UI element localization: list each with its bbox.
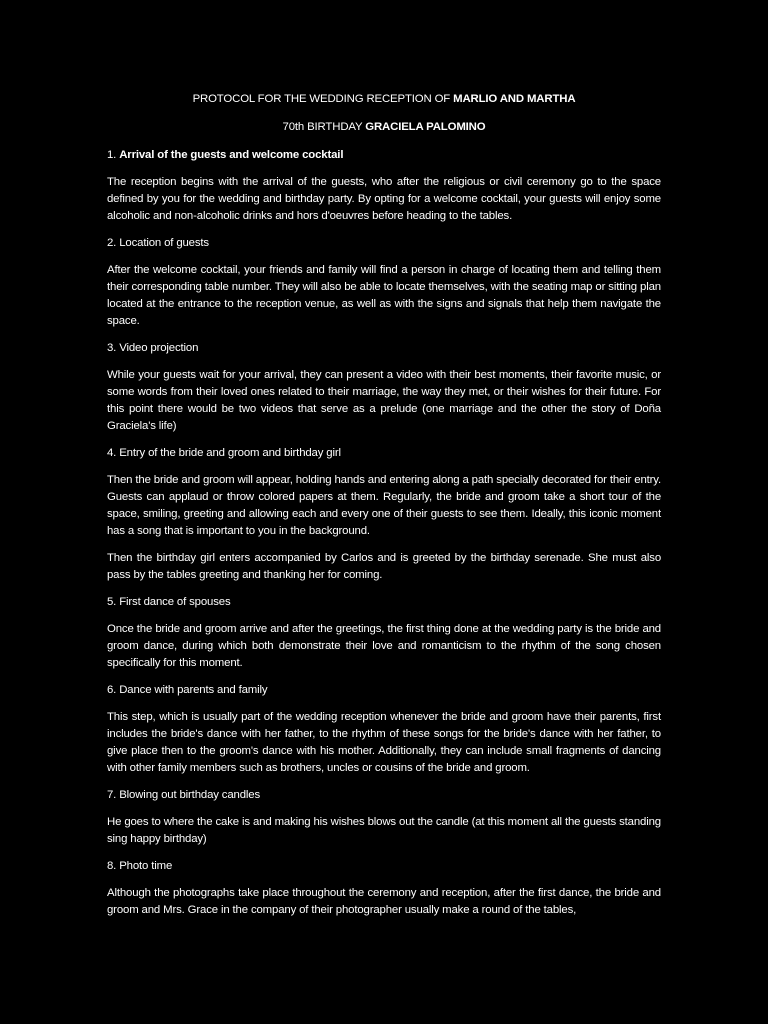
section-heading: [107, 787, 661, 804]
section-title: Video projection: [119, 342, 199, 354]
section-paragraph: Then the bride and groom will appear, holding hands and entering along a path specially decorated for their entry. Guests can applaud or throw colored papers at them. Regularly, the bride and groom take a short tour of the space, smiling, greeting and allowing each and every one of their guests to see them. Ideally, this iconic moment has a song that is important to you in the background.: [107, 474, 661, 537]
section-title: First dance of spouses: [119, 596, 231, 608]
section-number: 6.: [107, 684, 120, 696]
section-number: 5.: [107, 596, 120, 608]
document-page: [107, 91, 661, 929]
section-heading: [107, 445, 661, 462]
section-paragraph: He goes to where the cake is and making his wishes blows out the candle (at this moment all the guests standing sing happy birthday): [107, 816, 661, 845]
section-paragraph: Once the bride and groom arrive and after the greetings, the first thing done at the wedding party is the bride and groom dance, during which both demonstrate their love and romanticism to the rhythm of the song chosen specifically for this moment.: [107, 623, 661, 669]
section-heading: [107, 594, 661, 611]
section-title: Blowing out birthday candles: [119, 789, 261, 801]
section-number: 3.: [107, 342, 120, 354]
title-couple-names: MARLIO AND MARTHA: [453, 93, 576, 105]
section-number: 2.: [107, 237, 120, 249]
section-paragraph: While your guests wait for your arrival, they can present a video with their best moments, their favorite music, or some words from their loved ones related to their marriage, the way they met, or their wishes for their future. For this point there would be two videos that serve as a prelude (one marriage and the other the story of Doña Graciela's life): [107, 369, 661, 432]
section-title: Photo time: [119, 860, 173, 872]
section-heading: [107, 147, 661, 164]
section-paragraph: After the welcome cocktail, your friends and family will find a person in charge of locating them and telling them their corresponding table number. They will also be able to locate themselves, with the seating map or sitting plan located at the entrance to the reception venue, as well as with the signs and signals that help them navigate the space.: [107, 264, 661, 327]
section-title: Entry of the bride and groom and birthday girl: [119, 447, 341, 459]
section-number: 4.: [107, 447, 120, 459]
title-birthday-name: GRACIELA PALOMINO: [365, 121, 486, 133]
section-title: Arrival of the guests and welcome cocktail: [119, 149, 344, 161]
section-heading: [107, 340, 661, 357]
section-paragraph: Although the photographs take place throughout the ceremony and reception, after the first dance, the bride and groom and Mrs. Grace in the company of their photographer usually make a round of the tables,: [107, 887, 661, 916]
section-paragraph: Then the birthday girl enters accompanied by Carlos and is greeted by the birthday serenade. She must also pass by the tables greeting and thanking her for coming.: [107, 552, 661, 581]
section-paragraph: The reception begins with the arrival of the guests, who after the religious or civil ceremony go to the space defined by you for the wedding and birthday party. By opting for a welcome cocktail, your guests will enjoy some alcoholic and non-alcoholic drinks and hors d'oeuvres before heading to the tables.: [107, 176, 661, 222]
section-title: Location of guests: [119, 237, 209, 249]
document-title: [107, 91, 661, 108]
section-number: 8.: [107, 860, 120, 872]
section-heading: [107, 235, 661, 252]
section-title: Dance with parents and family: [119, 684, 268, 696]
section-paragraph: This step, which is usually part of the wedding reception whenever the bride and groom have their parents, first includes the bride's dance with her father, to the rhythm of these songs for the bride's dance with her father, to give place then to the groom's dance with his mother. Additionally, they can include small fragments of dancing with other family members such as brothers, uncles or cousins of the bride and groom.: [107, 711, 661, 774]
section-heading: [107, 858, 661, 875]
title-line1-prefix: PROTOCOL FOR THE WEDDING RECEPTION OF: [192, 93, 454, 105]
document-subtitle: [107, 119, 661, 136]
section-number: 1.: [107, 149, 120, 161]
section-heading: [107, 682, 661, 699]
title-line2-prefix: 70th BIRTHDAY: [282, 121, 366, 133]
section-number: 7.: [107, 789, 120, 801]
